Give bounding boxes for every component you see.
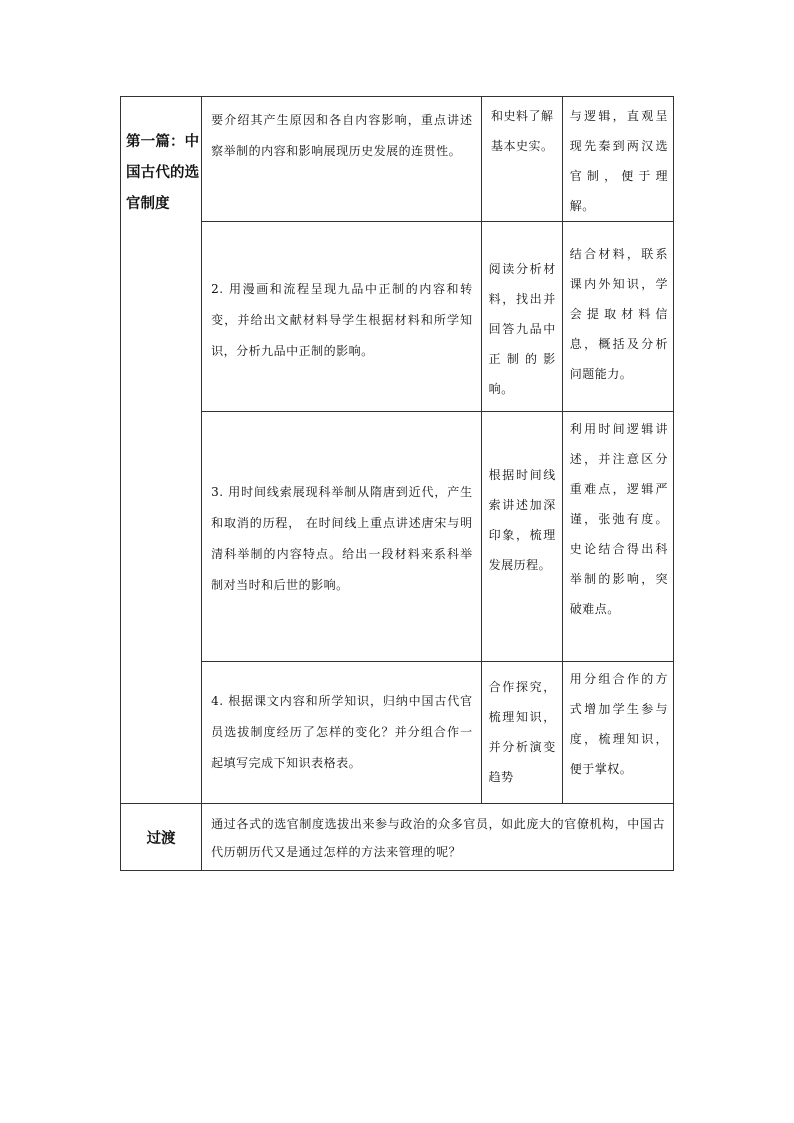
lesson-plan-table bbox=[120, 96, 674, 871]
table-row bbox=[121, 662, 674, 804]
design-intent-cell: 利用时间逻辑讲述，并注意区分重难点，逻辑严谨，张弛有度。史论结合得出科举制的影响，突破难点。 bbox=[562, 412, 673, 662]
table-row bbox=[121, 222, 674, 412]
table-row bbox=[121, 412, 674, 662]
transition-text: 通过各式的选官制度选拔出来参与政治的众多官员，如此庞大的官僚机构，中国古代历朝历代又是通过怎样的方法来管理的呢？ bbox=[202, 804, 674, 871]
student-activity-cell: 阅读分析材料，找出并回答九品中正制的影响。 bbox=[481, 222, 562, 412]
teaching-content-cell: 4. 根据课文内容和所学知识，归纳中国古代官员选拔制度经历了怎样的变化？并分组合作一起填写完成下知识表格表。 bbox=[202, 662, 482, 804]
student-activity-cell: 合作探究，梳理知识，并分析演变趋势 bbox=[481, 662, 562, 804]
student-activity-cell: 和史料了解基本史实。 bbox=[481, 97, 562, 222]
design-intent-cell: 与逻辑，直观呈现先秦到两汉选官制，便于理解。 bbox=[562, 97, 673, 222]
student-activity-cell: 根据时间线索讲述加深印象，梳理发展历程。 bbox=[481, 412, 562, 662]
transition-label: 过渡 bbox=[121, 804, 202, 871]
teaching-content-cell: 3. 用时间线索展现科举制从隋唐到近代，产生和取消的历程， 在时间线上重点讲述唐宋与明清科举制的内容特点。给出一段材料来系科举制对当时和后世的影响。 bbox=[202, 412, 482, 662]
design-intent-cell: 结合材料，联系课内外知识，学会提取材料信息，概括及分析问题能力。 bbox=[562, 222, 673, 412]
transition-row bbox=[121, 804, 674, 871]
teaching-content-cell: 要介绍其产生原因和各自内容影响，重点讲述察举制的内容和影响展现历史发展的连贯性。 bbox=[202, 97, 482, 222]
table-row bbox=[121, 97, 674, 222]
design-intent-cell: 用分组合作的方式增加学生参与度，梳理知识，便于掌权。 bbox=[562, 662, 673, 804]
teaching-content-cell: 2. 用漫画和流程呈现九品中正制的内容和转变，并给出文献材料导学生根据材料和所学知识，分析九品中正制的影响。 bbox=[202, 222, 482, 412]
section-title: 第一篇：中国古代的选官制度 bbox=[121, 97, 202, 804]
